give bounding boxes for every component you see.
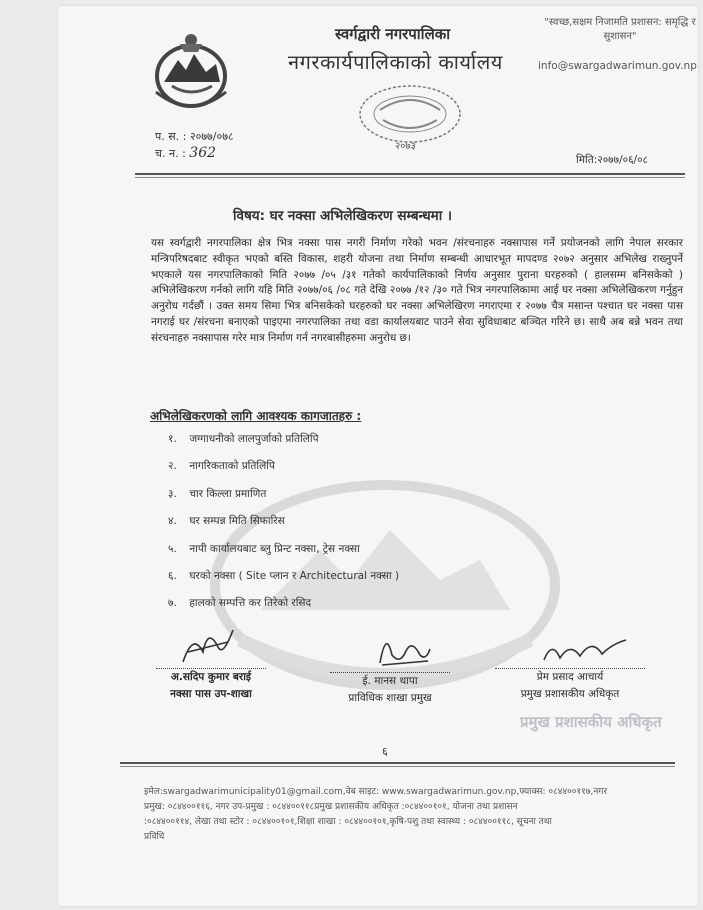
signature-block-3 xyxy=(495,668,645,703)
page-number: ६ xyxy=(382,745,388,758)
signature-3-icon xyxy=(540,630,630,670)
footer-contacts: इमेल:swargadwarimunicipality01@gmail.com,वेब साइट: www.swargadwarimun.gov.np,फ्याक्स: ०८४४००११७,नगर प्रमुख: ०८४४००११६, नगर उप-प्रमुख : ०८४४००११८प्रमुख प्रशासकीय अधिकृत :०८४४००१०१, योजना तथा प्रशासन :०८४४००११४, लेखा तथा स्टोर : ०८४४००१०१,शिक्षा शाखा : ०८४४००१०१,कृषि-पशु तथा स्वास्थ्य : ०८४४००११८, सूचना तथा प्रविधि xyxy=(144,787,608,842)
body-paragraph: यस स्वर्गद्वारी नगरपालिका क्षेत्र भित्र नक्सा पास नगरी निर्माण गरेको भवन /संरचनाहरु नक्सापास गर्ने प्रयोजनको लागि नेपाल सरकार मन्त्रिपरिषदबाट स्वीकृत भएको बस्ति विकास, शहरी योजना तथा निर्माण सम्बन्धी आधारभूत मापदण्ड २०७२ अनुसार अभिलेख राख्नुपर्ने भएकाले यस नगरपालिकाको मिति २०७७ /०५ /३१ गतेको कार्यपालिकाको निर्णय अनुसार पुराना घरहरुको ( हालसम्म बनिसकेको ) अभिलेखिकरण गर्नको लागि यहि मिति २०७७/०६ /०८ गते देखि २०७७ /१२ /३० गते भित्र नगरपालिकामा आई घर नक्सा अभिलेखिकरण गर्नुहुन अनुरोध गर्दछौं । उक्त समय सिमा भित्र बनिसकेको घरहरुको घर नक्सा अभिलेखिरण नगराएमा र २०७७ चैत्र मसान्त पश्चात घर नक्सा पास नगराई घर /संरचना बनाएको पाइएमा नगरपालिका तथा वडा कार्यालयबाट पाउने सेवा सुविधाबाट बञ्चित गरिने छ। साथै अब बन्ने भवन तथा संरचनाहरु नक्सापास गरेर मात्र निर्माण गर्न नगरबासीहरुमा अनुरोध छ। xyxy=(151,237,683,344)
office-name: नगरकार्यपालिकाको कार्यालय xyxy=(288,50,503,74)
header-divider-thin xyxy=(135,177,685,178)
header-divider xyxy=(135,173,685,175)
ps-label: प. स. : xyxy=(155,130,187,143)
signature-2-icon xyxy=(372,625,432,673)
municipality-name: स्वर्गद्वारी नगरपालिका xyxy=(335,25,451,43)
list-item: ७. हालको सम्पत्ति कर तिरेको रसिद xyxy=(168,597,312,610)
list-item: २. नागरिकताको प्रतिलिपि xyxy=(168,460,275,473)
signatory-title: नक्सा पास उप-शाखा xyxy=(170,688,252,700)
ps-value: २०७७/०७८ xyxy=(189,130,234,143)
list-item: ४. घर सम्पन्न मिति सिफारिस xyxy=(168,515,285,528)
signature-block-2 xyxy=(330,672,450,707)
slogan: "स्वच्छ,सक्षम निजामति प्रशासन: समृद्धि र सुशासन" xyxy=(544,17,696,42)
list-item: ६. घरको नक्सा ( Site प्लान र Architectural नक्सा ) xyxy=(168,569,400,582)
reference-block xyxy=(155,129,234,162)
signatory-name: प्रेम प्रसाद आचार्य xyxy=(536,671,604,683)
footer-divider-thin xyxy=(120,766,675,767)
requirements-heading: अभिलेखिकरणको लागि आवश्यक कागजातहरु : xyxy=(150,409,362,423)
signatory-title: प्रमुख प्रशासकीय अधिकृत xyxy=(520,688,620,700)
nepal-emblem-icon xyxy=(150,30,232,114)
list-item: १. जग्गाधनीको लालपुर्जाको प्रतिलिपि xyxy=(168,433,319,445)
cn-value: 362 xyxy=(189,145,217,161)
letter-date: मिति:२०७७/०६/०८ xyxy=(576,154,649,166)
signatory-name: अ.सदिप कुमार बराई xyxy=(170,671,252,683)
signatory-name: ई. मानस थापा xyxy=(362,675,418,687)
faint-officer-stamp: प्रमुख प्रशासकीय अधिकृत xyxy=(520,713,662,731)
footer-divider xyxy=(120,762,675,764)
signature-1-icon xyxy=(178,622,238,672)
signature-block-1 xyxy=(156,668,266,703)
list-item: ३. चार किल्ला प्रमाणित xyxy=(168,487,267,500)
list-item: ५. नापी कार्यालयबाट ब्लु प्रिन्ट नक्सा, ट्रेस नक्सा xyxy=(168,542,360,555)
cn-label: च. न. : xyxy=(155,147,186,160)
stamp-year: २०७३ xyxy=(395,141,416,152)
requirements-list xyxy=(168,432,399,624)
subject-line: विषय: घर नक्सा अभिलेखिकरण सम्बन्धमा । xyxy=(233,208,453,224)
signatory-title: प्राविधिक शाखा प्रमुख xyxy=(348,692,432,704)
header-email: info@swargadwarimun.gov.np xyxy=(538,60,697,72)
